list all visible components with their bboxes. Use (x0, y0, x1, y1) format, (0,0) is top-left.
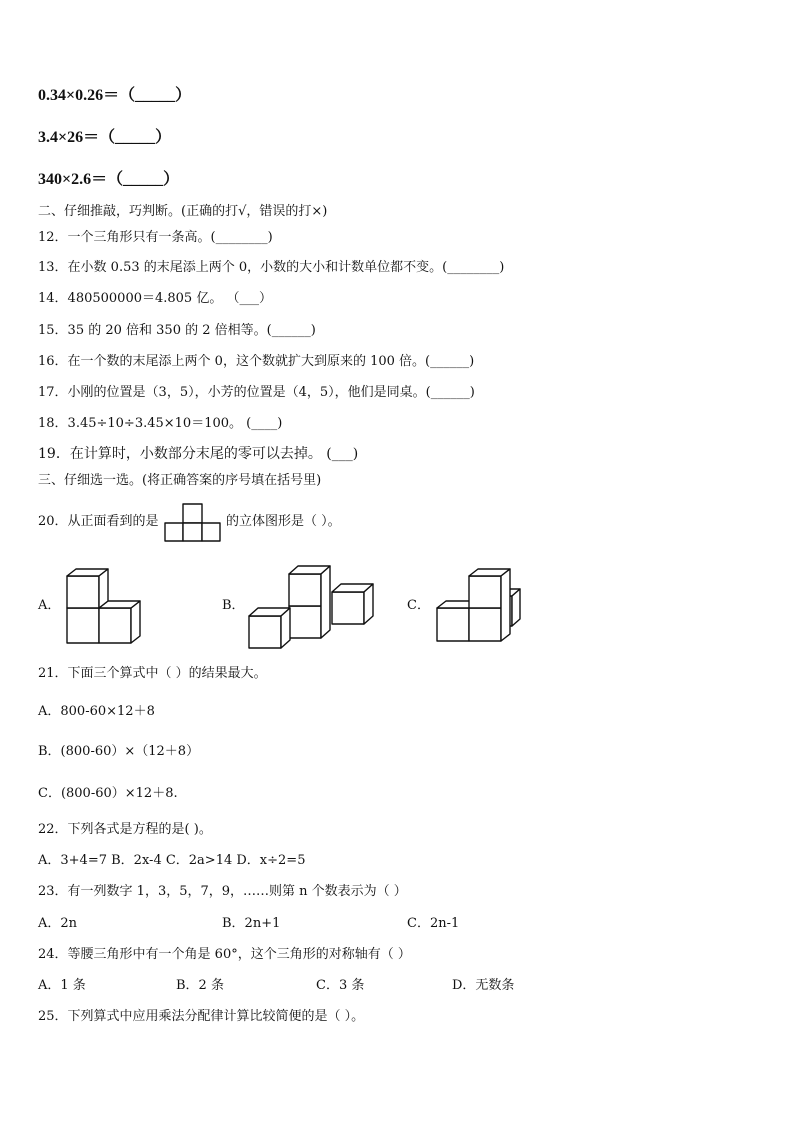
question-24-option-c: C．3 条 (316, 978, 365, 993)
calc-line-2: 3.4×26＝（_____） (38, 129, 172, 146)
question-23-option-a: A．2n (38, 916, 78, 931)
question-21-option-b: B．(800-60）×（12＋8） (38, 744, 200, 759)
option-c-label: C． (407, 598, 430, 613)
question-16: 16．在一个数的末尾添上两个 0，这个数就扩大到原来的 100 倍。(______) (38, 354, 475, 369)
calc-line-3: 340×2.6＝（_____） (38, 171, 180, 188)
option-b-figure (246, 562, 378, 652)
question-18: 18．3.45÷10÷3.45×10＝100。 (____) (38, 416, 283, 431)
option-b-label: B． (222, 598, 245, 613)
question-17: 17．小刚的位置是（3，5），小芳的位置是（4，5），他们是同桌。(______) (38, 385, 475, 400)
question-24-option-b: B．2 条 (176, 978, 224, 993)
question-23-option-b: B．2n+1 (222, 916, 281, 931)
question-19: 19．在计算时，小数部分末尾的零可以去掉。 (___) (38, 446, 359, 462)
question-22: 22．下列各式是方程的是( )。 (38, 822, 212, 837)
calc-line-1: 0.34×0.26＝（_____） (38, 87, 192, 104)
question-23-option-c: C．2n-1 (407, 916, 460, 931)
question-20-prefix: 20．从正面看到的是 (38, 514, 159, 529)
option-c-figure (434, 566, 524, 646)
front-view-figure (163, 502, 223, 542)
question-21: 21．下面三个算式中（ ）的结果最大。 (38, 666, 267, 681)
question-15: 15．35 的 20 倍和 350 的 2 倍相等。(______) (38, 323, 316, 338)
option-a-label: A． (38, 598, 61, 613)
section-heading-choice: 三、仔细选一选。(将正确答案的序号填在括号里) (38, 473, 322, 488)
question-24-option-d: D．无数条 (452, 978, 515, 993)
section-heading-judge: 二、仔细推敲，巧判断。(正确的打√，错误的打×) (38, 204, 328, 219)
question-24-option-a: A．1 条 (38, 978, 86, 993)
question-12: 12．一个三角形只有一条高。(________) (38, 230, 273, 245)
question-22-options: A．3+4=7 B．2x-4 C．2a>14 D．x÷2=5 (38, 853, 306, 868)
question-24: 24．等腰三角形中有一个角是 60°，这个三角形的对称轴有（ ） (38, 947, 411, 962)
question-13: 13．在小数 0.53 的末尾添上两个 0，小数的大小和计数单位都不变。(________) (38, 260, 505, 275)
question-25: 25．下列算式中应用乘法分配律计算比较简便的是（ ）。 (38, 1009, 365, 1024)
question-14: 14．480500000＝4.805 亿。 （___） (38, 291, 272, 306)
option-a-figure (64, 566, 146, 648)
question-20-suffix: 的立体图形是（ ）。 (226, 514, 341, 529)
question-23: 23．有一列数字 1，3，5，7，9，……则第 n 个数表示为（ ） (38, 884, 407, 899)
question-21-option-c: C．(800-60）×12＋8. (38, 786, 178, 801)
question-21-option-a: A．800-60×12＋8 (38, 704, 155, 719)
